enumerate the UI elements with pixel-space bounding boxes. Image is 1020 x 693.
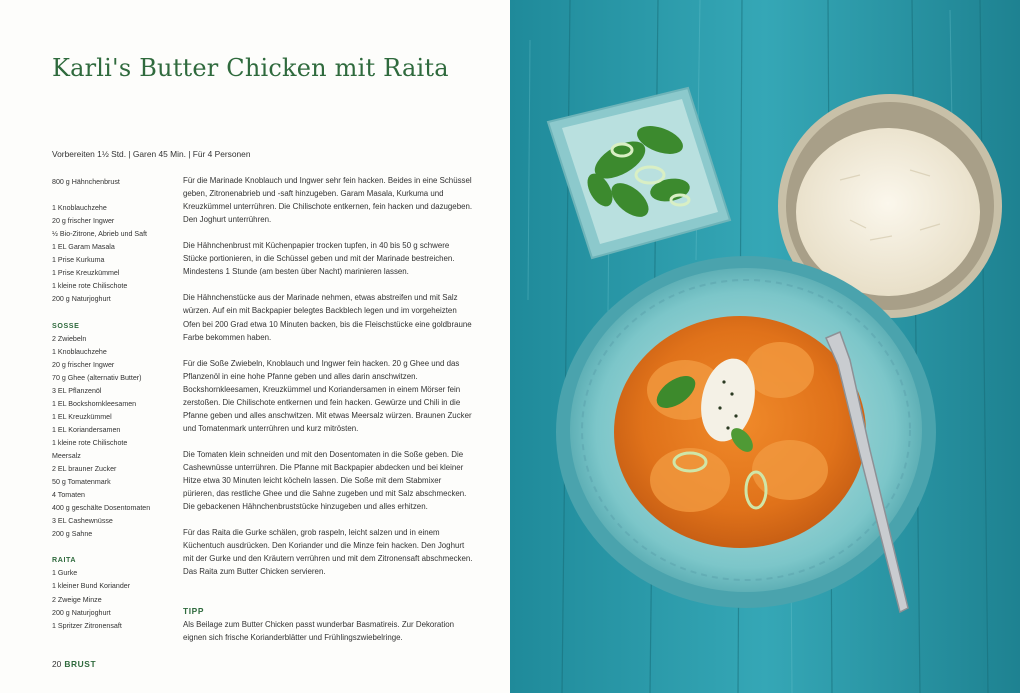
- page-title: Karli's Butter Chicken mit Raita: [52, 54, 449, 82]
- step-paragraph: Für das Raita die Gurke schälen, grob raspeln, leicht salzen und in einem Küchentuch ausdrücken. Den Koriander und die Minze fein hacken. Den Joghurt mit der Gurke und den Kräutern verrühren und mit dem Zitronensaft abschmecken. Das Raita zum Butter Chicken servieren.: [183, 528, 473, 577]
- ingredient-item: 20 g frischer Ingwer: [52, 360, 115, 369]
- step-paragraph: Für die Soße Zwiebeln, Knoblauch und Ingwer fein hacken. 20 g Ghee und das Pflanzenöl in eine hohe Pfanne geben und alles darin anschwitzen. Bockshornkleesamen, Kreuzkümmel und Koriandersamen in einem Mörser fein zerstoßen. Die Chilischote entkernen und fein hacken. Gewürze und Chili in die Pfanne geben und alles anschwitzen. Mit etwas Meersalz würzen. Braunen Zucker und Tomatenmark unterrühren und kurz mitrösten.: [183, 358, 472, 433]
- ingredient-heading-raita: RAITA: [52, 556, 77, 565]
- ingredient-item: 2 Zweige Minze: [52, 595, 102, 604]
- ingredient-item: 1 kleine rote Chilischote: [52, 282, 128, 291]
- ingredient-item: 1 EL Kreuzkümmel: [52, 412, 112, 421]
- ingredient-item: 200 g Naturjoghurt: [52, 295, 111, 304]
- chapter-label: BRUST: [64, 659, 97, 669]
- spacer: [52, 541, 177, 554]
- spacer: [52, 306, 177, 319]
- ingredient-item: 3 EL Cashewnüsse: [52, 517, 113, 526]
- page-footer: [52, 659, 96, 669]
- ingredient-item: 70 g Ghee (alternativ Butter): [52, 373, 142, 382]
- step-paragraph: Die Tomaten klein schneiden und mit den Dosentomaten in die Soße geben. Die Cashewnüsse unterrühren. Die Pfanne mit Backpapier abdecken und bei kleiner Hitze etwa 30 Minuten leicht köcheln lassen. Die Soße mit dem Stabmixer pürieren, das restliche Ghee und die Sahne zugeben und mit Salz abschmecken. Die gebackenen Hähnchenbruststücke hinzugeben und alles erhitzen.: [183, 449, 467, 512]
- ingredient-item: 2 EL brauner Zucker: [52, 465, 117, 474]
- ingredient-item: 2 Zwiebeln: [52, 334, 87, 343]
- ingredient-item: 1 Prise Kreuzkümmel: [52, 269, 120, 278]
- spacer: [52, 189, 177, 202]
- ingredient-item: 200 g Sahne: [52, 530, 93, 539]
- step-paragraph: Die Hähnchenstücke aus der Marinade nehmen, etwas abstreifen und mit Salz würzen. Auf ein mit Backpapier belegtes Backblech legen und im vorgeheizten Ofen bei 200 Grad etwa 10 Minuten backen, bis die Fleischstücke eine goldbraune Farbe bekommen haben.: [183, 293, 472, 342]
- ingredient-item: Meersalz: [52, 451, 81, 460]
- ingredient-item: 200 g Naturjoghurt: [52, 608, 111, 617]
- ingredient-item: 20 g frischer Ingwer: [52, 217, 115, 226]
- ingredient-item: 1 kleiner Bund Koriander: [52, 582, 131, 591]
- step-paragraph: Die Hähnchenbrust mit Küchenpapier trocken tupfen, in 40 bis 50 g schwere Stücke portionieren, in die Schüssel geben und mit der Marinade bestreichen. Mindestens 1 Stunde (am besten über Nacht) marinieren lassen.: [183, 241, 455, 277]
- ingredient-item: 1 kleine rote Chilischote: [52, 438, 128, 447]
- food-photo: [510, 0, 1020, 693]
- recipe-meta: Vorbereiten 1½ Std. | Garen 45 Min. | Für 4 Personen: [52, 149, 251, 159]
- ingredient-item: 1 EL Garam Masala: [52, 243, 115, 252]
- ingredient-item: ½ Bio-Zitrone, Abrieb und Saft: [52, 230, 148, 239]
- ingredient-item: 1 Prise Kurkuma: [52, 256, 105, 265]
- step-paragraph: Für die Marinade Knoblauch und Ingwer sehr fein hacken. Beides in eine Schüssel geben, Zitronenabrieb und -saft hinzugeben. Garam Masala, Kurkuma und Kreuzkümmel unterrühren. Die Chilischote entkernen, fein hacken und dazugeben. Den Joghurt unterrühren.: [183, 176, 473, 225]
- ingredient-item: 3 EL Pflanzenöl: [52, 386, 102, 395]
- tip-text: Als Beilage zum Butter Chicken passt wunderbar Basmatireis. Zur Dekoration eignen sich frische Korianderblätter und Frühlingszwiebelringe.: [183, 620, 455, 643]
- ingredient-item: 400 g geschälte Dosentomaten: [52, 504, 151, 513]
- ingredient-item: 4 Tomaten: [52, 491, 85, 500]
- ingredient-item: 50 g Tomatenmark: [52, 478, 111, 487]
- food-photo-illustration: [510, 0, 1020, 693]
- ingredient-item: 1 EL Bockshornkleesamen: [52, 399, 137, 408]
- page-number: 20: [52, 659, 62, 669]
- ingredient-list: [52, 176, 177, 633]
- ingredient-item: 1 Spritzer Zitronensaft: [52, 621, 122, 630]
- instruction-steps: [183, 174, 473, 592]
- tip-heading: TIPP: [183, 606, 205, 616]
- ingredient-item: 1 Knoblauchzehe: [52, 204, 107, 213]
- ingredient-heading-sosse: SOSSE: [52, 321, 80, 330]
- ingredient-item: 1 Knoblauchzehe: [52, 347, 107, 356]
- ingredient-item: 1 Gurke: [52, 569, 78, 578]
- ingredient-item: 800 g Hähnchenbrust: [52, 178, 120, 186]
- ingredient-item: 1 EL Koriandersamen: [52, 425, 121, 434]
